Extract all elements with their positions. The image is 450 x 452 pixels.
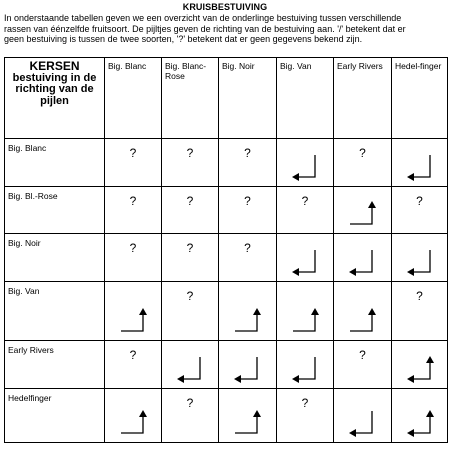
page-title: KRUISBESTUIVING: [182, 2, 268, 12]
column-header: Big. Blanc: [105, 58, 162, 139]
arrow-line: [412, 250, 430, 272]
table-row: [5, 139, 448, 187]
table-cell: [334, 341, 392, 389]
arrow-head: [407, 268, 414, 276]
unknown-mark: ?: [416, 289, 423, 303]
intro-text: [4, 13, 448, 45]
header-row: [5, 58, 448, 139]
arrow-head: [292, 268, 299, 276]
table-row: [5, 282, 448, 341]
table-cell: [277, 234, 334, 282]
unknown-mark: ?: [186, 194, 194, 208]
arrow-line: [350, 313, 372, 331]
left-arrow-icon: [348, 409, 376, 437]
arrow-mark: [291, 153, 319, 181]
arrow-mark: [119, 307, 147, 335]
table-cell: [105, 389, 162, 443]
unknown-mark: ?: [244, 146, 251, 160]
row-header: Big. Van: [5, 282, 105, 341]
intro-line-1: In onderstaande tabellen geven we een overzicht van de onderlinge bestuiving tussen verschillende: [4, 13, 402, 23]
arrow-line: [412, 415, 430, 433]
arrow-line: [121, 415, 143, 433]
row-header: Big. Noir: [5, 234, 105, 282]
arrow-mark: [176, 355, 204, 383]
table-cell: [162, 282, 219, 341]
unknown-mark: ?: [244, 194, 251, 208]
arrow-mark: [406, 153, 434, 181]
arrow-line: [412, 361, 430, 379]
table-cell: [392, 341, 448, 389]
corner-title: KERSEN: [29, 59, 80, 73]
up-arrow-icon: [233, 307, 261, 335]
corner-subtitle: bestuiving in de richting van de pijlen: [12, 71, 97, 107]
table-cell: [162, 389, 219, 443]
left-arrow-icon: [176, 355, 204, 383]
arrow-mark: [348, 307, 376, 335]
up-arrow-icon: [119, 307, 147, 335]
table-cell: [392, 234, 448, 282]
unknown-mark: ?: [359, 348, 366, 362]
arrow-mark: [348, 409, 376, 437]
table-cell: [334, 187, 392, 234]
table-cell: [334, 389, 392, 443]
unknown-mark: ?: [129, 146, 137, 160]
table-cell: [334, 139, 392, 187]
table-cell: [392, 282, 448, 341]
arrow-line: [350, 206, 372, 224]
arrow-head: [139, 308, 147, 315]
column-header: Hedel-finger: [392, 58, 448, 139]
arrow-head: [253, 308, 261, 315]
unknown-mark: ?: [129, 241, 137, 255]
arrow-line: [182, 357, 200, 379]
table-cell: [162, 139, 219, 187]
arrow-head: [139, 410, 147, 417]
table-cell: [105, 341, 162, 389]
table-cell: [162, 341, 219, 389]
arrow-mark: [406, 409, 434, 437]
arrow-mark: [348, 200, 376, 228]
table-cell: [392, 389, 448, 443]
intro-line-3: geen bestuiving is tussen de twee soorten, '?' betekent dat er geen gegevens bekend zijn.: [4, 34, 363, 44]
arrow-line: [235, 313, 257, 331]
left-arrow-icon: [291, 355, 319, 383]
table-cell: [219, 187, 277, 234]
unknown-mark: ?: [359, 146, 366, 160]
table-cell: [105, 187, 162, 234]
table-cell: [392, 187, 448, 234]
arrow-line: [412, 155, 430, 177]
arrow-mark: [233, 355, 261, 383]
unknown-mark: ?: [186, 289, 194, 303]
double-arrow-icon: [406, 355, 434, 383]
table-cell: [277, 139, 334, 187]
arrow-head: [292, 375, 299, 383]
table-cell: [162, 187, 219, 234]
arrow-mark: [406, 355, 434, 383]
unknown-mark: ?: [244, 241, 251, 255]
up-arrow-icon: [348, 307, 376, 335]
arrow-mark: [348, 248, 376, 276]
arrow-line: [354, 250, 372, 272]
arrow-line: [297, 357, 315, 379]
table-corner-header: [5, 58, 105, 139]
arrow-line: [235, 415, 257, 433]
arrow-head: [177, 375, 184, 383]
double-arrow-icon: [406, 409, 434, 437]
table-row: [5, 389, 448, 443]
table-row: [5, 187, 448, 234]
left-arrow-icon: [291, 248, 319, 276]
left-arrow-icon: [406, 248, 434, 276]
table-cell: [277, 282, 334, 341]
table-cell: [219, 234, 277, 282]
unknown-mark: ?: [186, 396, 194, 410]
arrow-line: [297, 155, 315, 177]
column-header: Early Rivers: [334, 58, 392, 139]
arrow-head-left: [407, 375, 414, 383]
unknown-mark: ?: [129, 348, 137, 362]
unknown-mark: ?: [416, 194, 423, 208]
arrow-head: [311, 308, 319, 315]
arrow-line: [297, 250, 315, 272]
arrow-mark: [291, 355, 319, 383]
table-cell: [219, 389, 277, 443]
column-header: Big. Van: [277, 58, 334, 139]
table-cell: [219, 139, 277, 187]
unknown-mark: ?: [129, 194, 137, 208]
table-row: [5, 341, 448, 389]
unknown-mark: ?: [301, 194, 309, 208]
table-cell: [277, 187, 334, 234]
arrow-mark: [406, 248, 434, 276]
column-header: Big. Blanc-Rose: [162, 58, 219, 139]
left-arrow-icon: [291, 153, 319, 181]
table-cell: [219, 341, 277, 389]
unknown-mark: ?: [186, 146, 194, 160]
table-cell: [162, 234, 219, 282]
row-header: Early Rivers: [5, 341, 105, 389]
arrow-head: [349, 268, 356, 276]
arrow-line: [354, 411, 372, 433]
row-header: Big. Blanc: [5, 139, 105, 187]
up-arrow-icon: [119, 409, 147, 437]
table-cell: [219, 282, 277, 341]
table-cell: [277, 389, 334, 443]
table-cell: [392, 139, 448, 187]
arrow-mark: [233, 307, 261, 335]
up-arrow-icon: [233, 409, 261, 437]
intro-line-2: rassen van éénzelfde fruitsoort. De pijltjes geven de richting van de bestuiving aan. '/' betekent dat er: [4, 23, 406, 34]
left-arrow-icon: [406, 153, 434, 181]
unknown-mark: ?: [186, 241, 194, 255]
table-cell: [105, 234, 162, 282]
left-arrow-icon: [348, 248, 376, 276]
unknown-mark: ?: [301, 396, 309, 410]
arrow-head: [407, 173, 414, 181]
column-header: Big. Noir: [219, 58, 277, 139]
arrow-head: [253, 410, 261, 417]
arrow-head-left: [407, 429, 414, 437]
up-arrow-icon: [291, 307, 319, 335]
arrow-head-up: [426, 356, 434, 363]
table-cell: [334, 234, 392, 282]
table-cell: [105, 282, 162, 341]
row-header: Big. Bl.-Rose: [5, 187, 105, 234]
arrow-mark: [291, 248, 319, 276]
arrow-head: [368, 308, 376, 315]
left-arrow-icon: [233, 355, 261, 383]
arrow-head: [349, 429, 356, 437]
arrow-head: [234, 375, 241, 383]
arrow-head: [368, 201, 376, 208]
arrow-line: [239, 357, 257, 379]
row-header: Hedelfinger: [5, 389, 105, 443]
table-cell: [105, 139, 162, 187]
arrow-line: [121, 313, 143, 331]
up-arrow-icon: [348, 200, 376, 228]
table-cell: [277, 341, 334, 389]
arrow-line: [293, 313, 315, 331]
arrow-head: [292, 173, 299, 181]
arrow-mark: [291, 307, 319, 335]
arrow-head-up: [426, 410, 434, 417]
arrow-mark: [119, 409, 147, 437]
table-row: [5, 234, 448, 282]
pollination-table: [4, 57, 448, 443]
arrow-mark: [233, 409, 261, 437]
table-cell: [334, 282, 392, 341]
